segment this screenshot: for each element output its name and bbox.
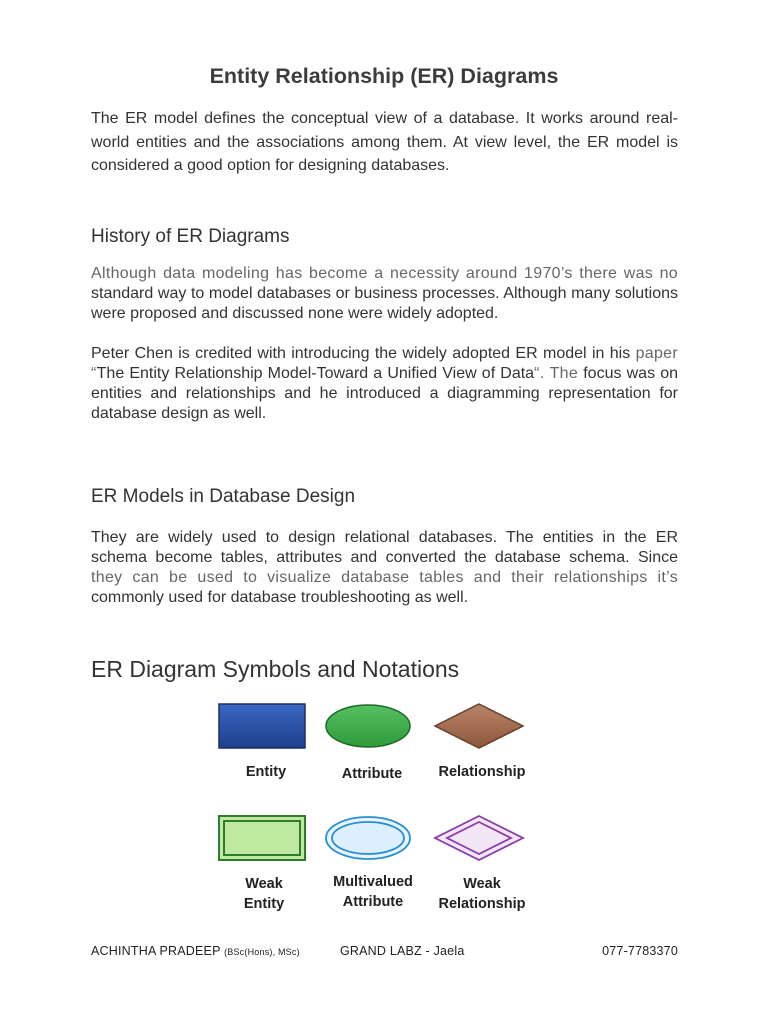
design-p1-light-text: they can be used to visualize database tables and their relationships it’s xyxy=(91,569,678,586)
history-p2-paper-prefix: paper “ xyxy=(91,345,678,382)
history-paragraph-2 xyxy=(91,344,678,424)
history-p2-rest: focus was on entities and relationships and he introduced a diagramming representation for database design as well. xyxy=(91,365,678,422)
design-p1-start: They are widely used to design relational databases. The entities in the ER schema become tables, attributes and converted the database schema. Since xyxy=(91,529,678,566)
entity-symbol xyxy=(218,703,306,749)
multivalued-attribute-label xyxy=(324,872,422,912)
weak-relationship-label-line-2: Relationship xyxy=(438,896,526,912)
weak-entity-label xyxy=(224,874,304,914)
history-p2-start: Peter Chen is credited with introducing the widely adopted ER model in his xyxy=(91,345,631,362)
footer-author-name: ACHINTHA PRADEEP xyxy=(91,944,221,958)
weak-entity-symbol xyxy=(218,815,306,861)
attribute-label: Attribute xyxy=(341,766,403,782)
multivalued-label-line-1: Multivalued xyxy=(333,874,413,890)
relationship-label: Relationship xyxy=(438,764,526,780)
history-heading: History of ER Diagrams xyxy=(91,226,290,247)
weak-relationship-symbol xyxy=(434,815,524,861)
history-p1-text: standard way to model databases or business processes. Although many solutions were proposed and discussed none were widely adopted. xyxy=(91,285,678,322)
history-p1-light-text: Although data modeling has become a necessity around 1970’s there was no xyxy=(91,265,678,282)
paper-title: The Entity Relationship Model-Toward a Unified View of Data xyxy=(96,365,535,382)
multivalued-label-line-2: Attribute xyxy=(342,894,404,910)
attribute-symbol xyxy=(324,703,412,749)
footer-company: GRAND LABZ - Jaela xyxy=(340,944,465,958)
design-heading: ER Models in Database Design xyxy=(91,486,356,507)
weak-relationship-label xyxy=(432,874,532,914)
footer-credentials: (BSc(Hons), MSc) xyxy=(224,947,300,957)
design-p1-end: commonly used for database troubleshooting as well. xyxy=(91,589,469,606)
history-paragraph-1 xyxy=(91,264,678,324)
footer-phone: 077-7783370 xyxy=(602,944,678,958)
weak-entity-label-line-2: Entity xyxy=(243,896,285,912)
history-p2-paper-suffix: “. The xyxy=(534,365,579,382)
weak-relationship-label-line-1: Weak xyxy=(463,876,501,892)
design-paragraph xyxy=(91,528,678,608)
footer-author xyxy=(91,944,300,958)
entity-label: Entity xyxy=(245,764,287,780)
intro-paragraph: The ER model defines the conceptual view of a database. It works around real-world entities and the associations among them. At view level, the ER model is considered a good option for designing databases. xyxy=(91,110,678,174)
relationship-symbol xyxy=(434,703,524,749)
multivalued-attribute-symbol xyxy=(324,815,412,861)
symbols-heading: ER Diagram Symbols and Notations xyxy=(91,656,460,682)
page-title: Entity Relationship (ER) Diagrams xyxy=(209,64,559,88)
weak-entity-label-line-1: Weak xyxy=(245,876,283,892)
